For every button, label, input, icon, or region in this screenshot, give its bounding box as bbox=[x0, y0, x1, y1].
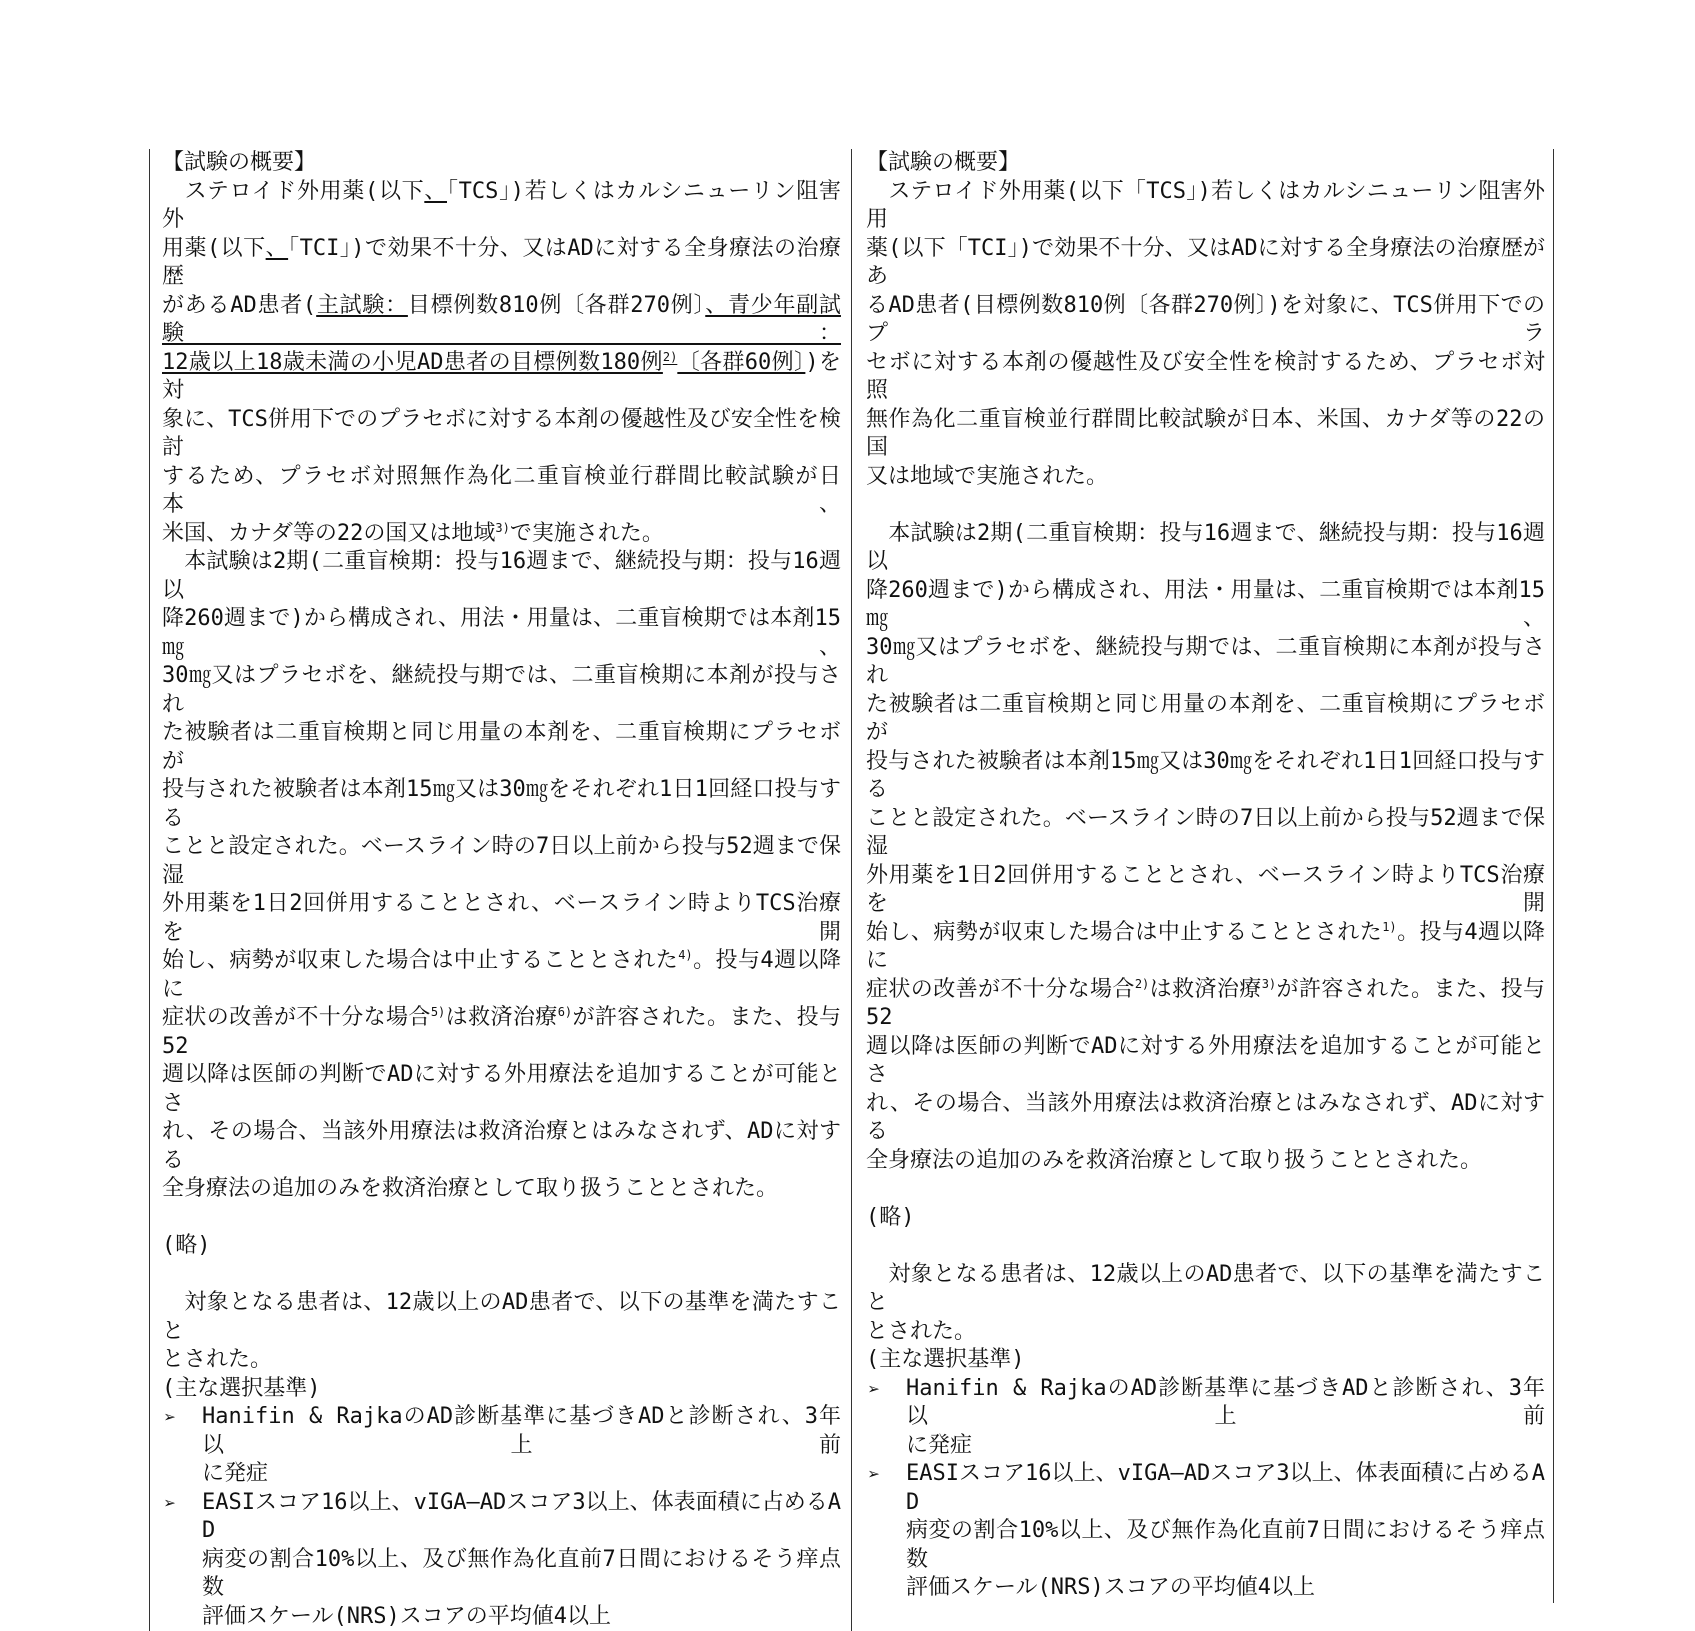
text-segment: 病変の割合10%以上、及び無作為化直前7日間におけるそう痒点数 bbox=[906, 1518, 1545, 1572]
text-line bbox=[866, 805, 1545, 862]
text-segment: は救済治療 bbox=[445, 1005, 557, 1030]
text-segment: (略) bbox=[162, 1233, 211, 1258]
text-segment: 全身療法の追加のみを救済治療として取り扱うこととされた。 bbox=[866, 1148, 1482, 1173]
text-line bbox=[866, 1346, 1545, 1375]
text-segment: とされた。 bbox=[866, 1319, 976, 1344]
text-segment: 外用薬を1日2回併用することとされ、ベースライン時よりTCS治療を開 bbox=[866, 863, 1545, 917]
text-segment: が許容された。また、投与52 bbox=[866, 977, 1545, 1031]
text-line bbox=[866, 919, 1545, 976]
text-segment: 全身療法の追加のみを救済治療として取り扱うこととされた。 bbox=[162, 1176, 778, 1201]
text-line bbox=[866, 463, 1545, 492]
text-line bbox=[866, 520, 1545, 577]
text-segment: ステロイド外用薬(以下 bbox=[162, 179, 424, 204]
arrow-bullet-icon: ➢ bbox=[868, 1460, 880, 1489]
text-line bbox=[162, 1232, 841, 1261]
text-segment: れ、その場合、当該外用療法は救済治療とはみなされず、ADに対する bbox=[162, 1119, 841, 1173]
bullet-item-line bbox=[162, 1489, 841, 1546]
reference-superscript: 4) bbox=[678, 948, 692, 962]
text-segment: 降260週まで)から構成され、用法・用量は、二重盲検期では本剤15㎎、 bbox=[866, 578, 1545, 632]
reference-superscript: 3) bbox=[495, 521, 509, 535]
text-segment: )を対 bbox=[162, 350, 841, 404]
text-segment: ことと設定された。ベースライン時の7日以上前から投与52週まで保湿 bbox=[162, 834, 841, 888]
text-segment: Hanifin & RajkaのAD診断基準に基づきADと診断され、3年以上前 bbox=[202, 1404, 841, 1458]
text-segment: 病変の割合10%以上、及び無作為化直前7日間におけるそう痒点数 bbox=[202, 1547, 841, 1601]
text-line bbox=[162, 1603, 841, 1631]
text-segment: 症状の改善が不十分な場合 bbox=[162, 1005, 431, 1030]
text-line bbox=[866, 634, 1545, 691]
text-segment: 30㎎又はプラセボを、継続投与期では、二重盲検期に本剤が投与され bbox=[162, 663, 841, 717]
text-line bbox=[866, 149, 1545, 178]
text-segment: れ、その場合、当該外用療法は救済治療とはみなされず、ADに対する bbox=[866, 1091, 1545, 1145]
blank-line bbox=[866, 1232, 1545, 1261]
text-line bbox=[866, 691, 1545, 748]
reference-superscript: 2) bbox=[663, 350, 677, 364]
bullet-item-line bbox=[162, 1403, 841, 1460]
text-line bbox=[866, 1517, 1545, 1574]
text-segment: (主な選択基準) bbox=[162, 1376, 321, 1401]
text-segment: 週以降は医師の判断でADに対する外用療法を追加することが可能とさ bbox=[162, 1062, 841, 1116]
text-line bbox=[866, 577, 1545, 634]
text-line bbox=[162, 1061, 841, 1118]
text-segment: 又は地域で実施された。 bbox=[866, 464, 1108, 489]
text-segment: 無作為化二重盲検並行群間比較試験が日本、米国、カナダ等の22の国 bbox=[866, 407, 1545, 461]
text-line bbox=[866, 1090, 1545, 1147]
text-segment: 評価スケール(NRS)スコアの平均値4以上 bbox=[202, 1604, 611, 1629]
text-line bbox=[866, 1318, 1545, 1347]
text-line bbox=[866, 349, 1545, 406]
reference-superscript: 1) bbox=[1382, 920, 1396, 934]
text-segment: EASIスコア16以上、vIGA—ADスコア3以上、体表面積に占めるAD bbox=[202, 1490, 841, 1544]
text-line bbox=[162, 349, 841, 406]
text-segment: に発症 bbox=[202, 1461, 268, 1486]
underlined-text: 主試験： bbox=[316, 293, 408, 318]
text-segment: 「TCI」)で効果不十分、又はADに対する全身療法の治療歴 bbox=[162, 236, 841, 290]
text-segment: 始し、病勢が収束した場合は中止することとされた bbox=[162, 948, 678, 973]
text-segment: 投与された被験者は本剤15㎎又は30㎎をそれぞれ1日1回経口投与する bbox=[162, 777, 841, 831]
blank-line bbox=[866, 1175, 1545, 1204]
text-segment: 【試験の概要】 bbox=[866, 150, 1020, 175]
text-segment: ステロイド外用薬(以下「TCS」)若しくはカルシニューリン阻害外用 bbox=[866, 179, 1545, 233]
underlined-text: 〔各群60例〕 bbox=[677, 350, 805, 375]
text-segment: 「TCS」)若しくはカルシニューリン阻害外 bbox=[162, 179, 841, 233]
text-line bbox=[866, 1574, 1545, 1603]
text-line bbox=[162, 463, 841, 520]
reference-superscript: 5) bbox=[431, 1005, 445, 1019]
text-line bbox=[162, 1346, 841, 1375]
text-segment: Hanifin & RajkaのAD診断基準に基づきADと診断され、3年以上前 bbox=[906, 1376, 1545, 1430]
blank-line bbox=[162, 1261, 841, 1290]
arrow-bullet-icon: ➢ bbox=[164, 1403, 176, 1432]
text-line bbox=[162, 605, 841, 662]
text-segment: 本試験は2期(二重盲検期：投与16週まで、継続投与期：投与16週以 bbox=[162, 549, 841, 603]
text-line bbox=[866, 862, 1545, 919]
text-segment: 対象となる患者は、12歳以上のAD患者で、以下の基準を満たすこと bbox=[162, 1290, 841, 1344]
text-line bbox=[162, 890, 841, 947]
text-line bbox=[162, 1375, 841, 1404]
text-segment: 症状の改善が不十分な場合 bbox=[866, 977, 1135, 1002]
text-segment: EASIスコア16以上、vIGA—ADスコア3以上、体表面積に占めるAD bbox=[906, 1461, 1545, 1515]
underlined-text: 、青少年副試験： bbox=[162, 293, 841, 347]
text-segment: で実施された。 bbox=[510, 521, 664, 546]
text-line bbox=[162, 1289, 841, 1346]
column-current bbox=[852, 149, 1554, 1603]
text-segment: 米国、カナダ等の22の国又は地域 bbox=[162, 521, 495, 546]
text-line bbox=[866, 1432, 1545, 1461]
text-line bbox=[162, 662, 841, 719]
text-segment: 投与された被験者は本剤15㎎又は30㎎をそれぞれ1日1回経口投与する bbox=[866, 749, 1545, 803]
text-line bbox=[866, 748, 1545, 805]
text-line bbox=[162, 1546, 841, 1603]
text-segment: 薬(以下「TCI」)で効果不十分、又はADに対する全身療法の治療歴があ bbox=[866, 236, 1545, 290]
text-segment: 評価スケール(NRS)スコアの平均値4以上 bbox=[906, 1575, 1315, 1600]
blank-line bbox=[866, 491, 1545, 520]
text-line bbox=[162, 548, 841, 605]
text-segment: 本試験は2期(二重盲検期：投与16週まで、継続投与期：投与16週以 bbox=[866, 521, 1545, 575]
arrow-bullet-icon: ➢ bbox=[164, 1489, 176, 1518]
text-line bbox=[162, 520, 841, 549]
text-segment: 外用薬を1日2回併用することとされ、ベースライン時よりTCS治療を開 bbox=[162, 891, 841, 945]
underlined-text: 、 bbox=[424, 179, 447, 204]
text-line bbox=[162, 947, 841, 1004]
text-segment: 。投与4週以降に bbox=[866, 920, 1545, 974]
text-segment: とされた。 bbox=[162, 1347, 272, 1372]
text-line bbox=[866, 1033, 1545, 1090]
text-segment: (主な選択基準) bbox=[866, 1347, 1025, 1372]
reference-superscript: 6) bbox=[558, 1005, 572, 1019]
blank-line bbox=[162, 1204, 841, 1233]
text-line bbox=[162, 776, 841, 833]
arrow-bullet-icon: ➢ bbox=[868, 1375, 880, 1404]
text-segment: 降260週まで)から構成され、用法・用量は、二重盲検期では本剤15㎎、 bbox=[162, 606, 841, 660]
text-line bbox=[162, 178, 841, 235]
text-line bbox=[162, 1175, 841, 1204]
text-line bbox=[162, 149, 841, 178]
text-line bbox=[162, 292, 841, 349]
underlined-text: 、 bbox=[266, 236, 288, 261]
text-line bbox=[162, 235, 841, 292]
text-segment: 。投与4週以降に bbox=[162, 948, 841, 1002]
text-line bbox=[866, 235, 1545, 292]
text-segment: 【試験の概要】 bbox=[162, 150, 316, 175]
text-segment: た被験者は二重盲検期と同じ用量の本剤を、二重盲検期にプラセボが bbox=[162, 720, 841, 774]
underlined-text: 12歳以上18歳未満の小児AD患者の目標例数180例 bbox=[162, 350, 663, 375]
text-segment: 目標例数810例〔各群270例〕 bbox=[408, 293, 705, 318]
text-segment: 象に、TCS併用下でのプラセボに対する本剤の優越性及び安全性を検討 bbox=[162, 407, 841, 461]
reference-superscript: 3) bbox=[1262, 977, 1276, 991]
text-segment: 始し、病勢が収束した場合は中止することとされた bbox=[866, 920, 1382, 945]
text-segment: 30㎎又はプラセボを、継続投与期では、二重盲検期に本剤が投与され bbox=[866, 635, 1545, 689]
text-line bbox=[866, 976, 1545, 1033]
text-line bbox=[866, 406, 1545, 463]
text-segment: るAD患者(目標例数810例〔各群270例〕)を対象に、TCS併用下でのプラ bbox=[866, 293, 1545, 347]
text-segment: た被験者は二重盲検期と同じ用量の本剤を、二重盲検期にプラセボが bbox=[866, 692, 1545, 746]
reference-superscript: 2) bbox=[1135, 977, 1149, 991]
text-segment: に発症 bbox=[906, 1433, 972, 1458]
text-segment: セボに対する本剤の優越性及び安全性を検討するため、プラセボ対照 bbox=[866, 350, 1545, 404]
text-segment: 週以降は医師の判断でADに対する外用療法を追加することが可能とさ bbox=[866, 1034, 1545, 1088]
text-line bbox=[866, 1261, 1545, 1318]
text-line bbox=[162, 1460, 841, 1489]
text-line bbox=[162, 406, 841, 463]
text-segment: は救済治療 bbox=[1149, 977, 1261, 1002]
text-segment: があるAD患者( bbox=[162, 293, 316, 318]
text-segment: ことと設定された。ベースライン時の7日以上前から投与52週まで保湿 bbox=[866, 806, 1545, 860]
text-line bbox=[866, 178, 1545, 235]
text-line bbox=[162, 719, 841, 776]
bullet-item-line bbox=[866, 1460, 1545, 1517]
text-segment: が許容された。また、投与52 bbox=[162, 1005, 841, 1059]
text-line bbox=[162, 1004, 841, 1061]
text-line bbox=[866, 292, 1545, 349]
text-segment: (略) bbox=[866, 1205, 915, 1230]
text-line bbox=[162, 1118, 841, 1175]
column-revised bbox=[149, 149, 852, 1631]
text-segment: 用薬(以下 bbox=[162, 236, 266, 261]
text-line bbox=[866, 1147, 1545, 1176]
text-segment: するため、プラセボ対照無作為化二重盲検並行群間比較試験が日本、 bbox=[162, 464, 841, 518]
text-segment: 対象となる患者は、12歳以上のAD患者で、以下の基準を満たすこと bbox=[866, 1262, 1545, 1316]
bullet-item-line bbox=[866, 1375, 1545, 1432]
text-line bbox=[162, 833, 841, 890]
text-line bbox=[866, 1204, 1545, 1233]
